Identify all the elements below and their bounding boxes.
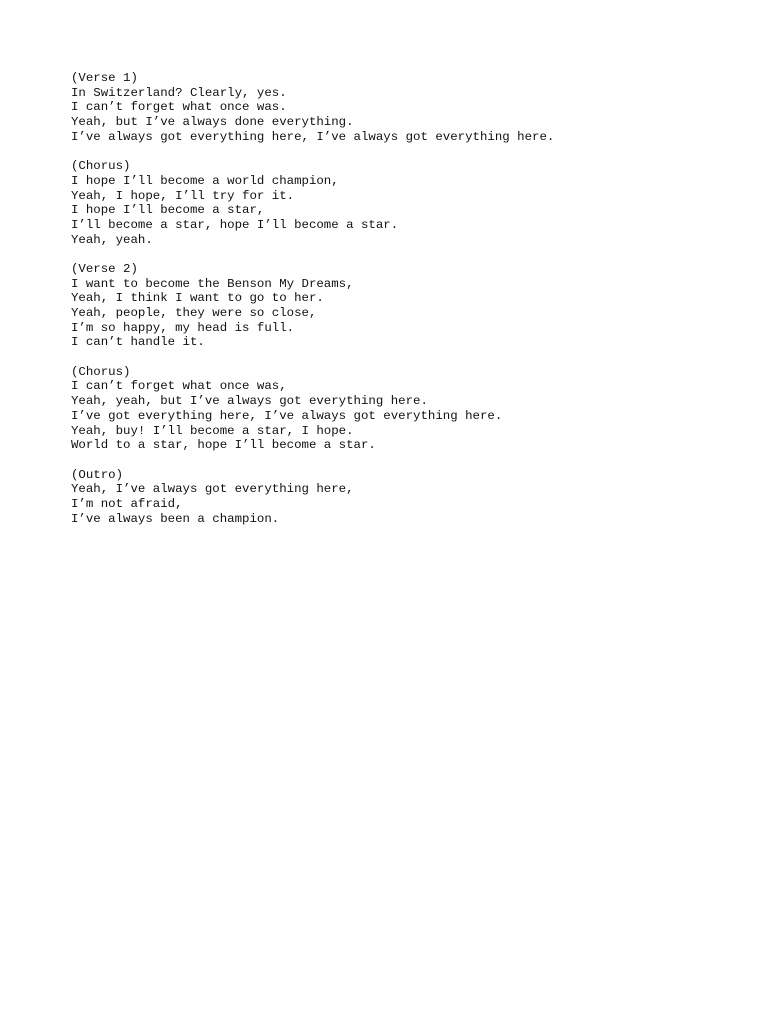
section-heading: (Verse 1) (71, 71, 138, 85)
lyric-line: I’ve got everything here, I’ve always got everything here. (71, 408, 503, 423)
section-heading: (Verse 2) (71, 261, 138, 276)
section-verse-1 (71, 71, 751, 144)
lyric-line: I’m not afraid, (71, 496, 183, 511)
section-chorus-1 (71, 159, 751, 247)
lyric-line: Yeah, yeah. (71, 232, 153, 247)
section-heading: (Chorus) (71, 364, 131, 379)
section-heading: (Chorus) (71, 159, 131, 174)
section-outro (71, 468, 751, 527)
lyric-line: Yeah, but I’ve always done everything. (71, 115, 354, 130)
lyric-line: Yeah, I hope, I’ll try for it. (71, 188, 295, 203)
lyric-line: I hope I’ll become a world champion, (71, 173, 339, 188)
lyric-line: I can’t handle it. (71, 335, 205, 350)
lyric-line: I’ll become a star, hope I’ll become a star. (71, 217, 399, 232)
lyric-line: I’m so happy, my head is full. (71, 320, 295, 335)
section-verse-2 (71, 262, 751, 350)
lyric-line: I hope I’ll become a star, (71, 203, 265, 218)
section-chorus-2 (71, 365, 751, 453)
lyric-line: World to a star, hope I’ll become a star. (71, 438, 376, 453)
lyric-line: Yeah, people, they were so close, (71, 306, 317, 320)
lyric-line: I’ve always been a champion. (71, 511, 280, 526)
lyrics-body (71, 71, 751, 541)
lyric-line: Yeah, I think I want to go to her. (71, 291, 324, 306)
lyric-line: I want to become the Benson My Dreams, (71, 276, 354, 291)
lyric-line: Yeah, yeah, but I’ve always got everything here. (71, 394, 428, 409)
lyric-line: I can’t forget what once was, (71, 379, 287, 394)
lyric-line: In Switzerland? Clearly, yes. (71, 85, 287, 100)
lyric-line: I can’t forget what once was. (71, 100, 287, 115)
section-heading: (Outro) (71, 467, 124, 482)
lyric-line: I’ve always got everything here, I’ve always got everything here. (71, 129, 555, 144)
lyric-line: Yeah, I’ve always got everything here, (71, 482, 354, 497)
lyric-line: Yeah, buy! I’ll become a star, I hope. (71, 423, 354, 438)
